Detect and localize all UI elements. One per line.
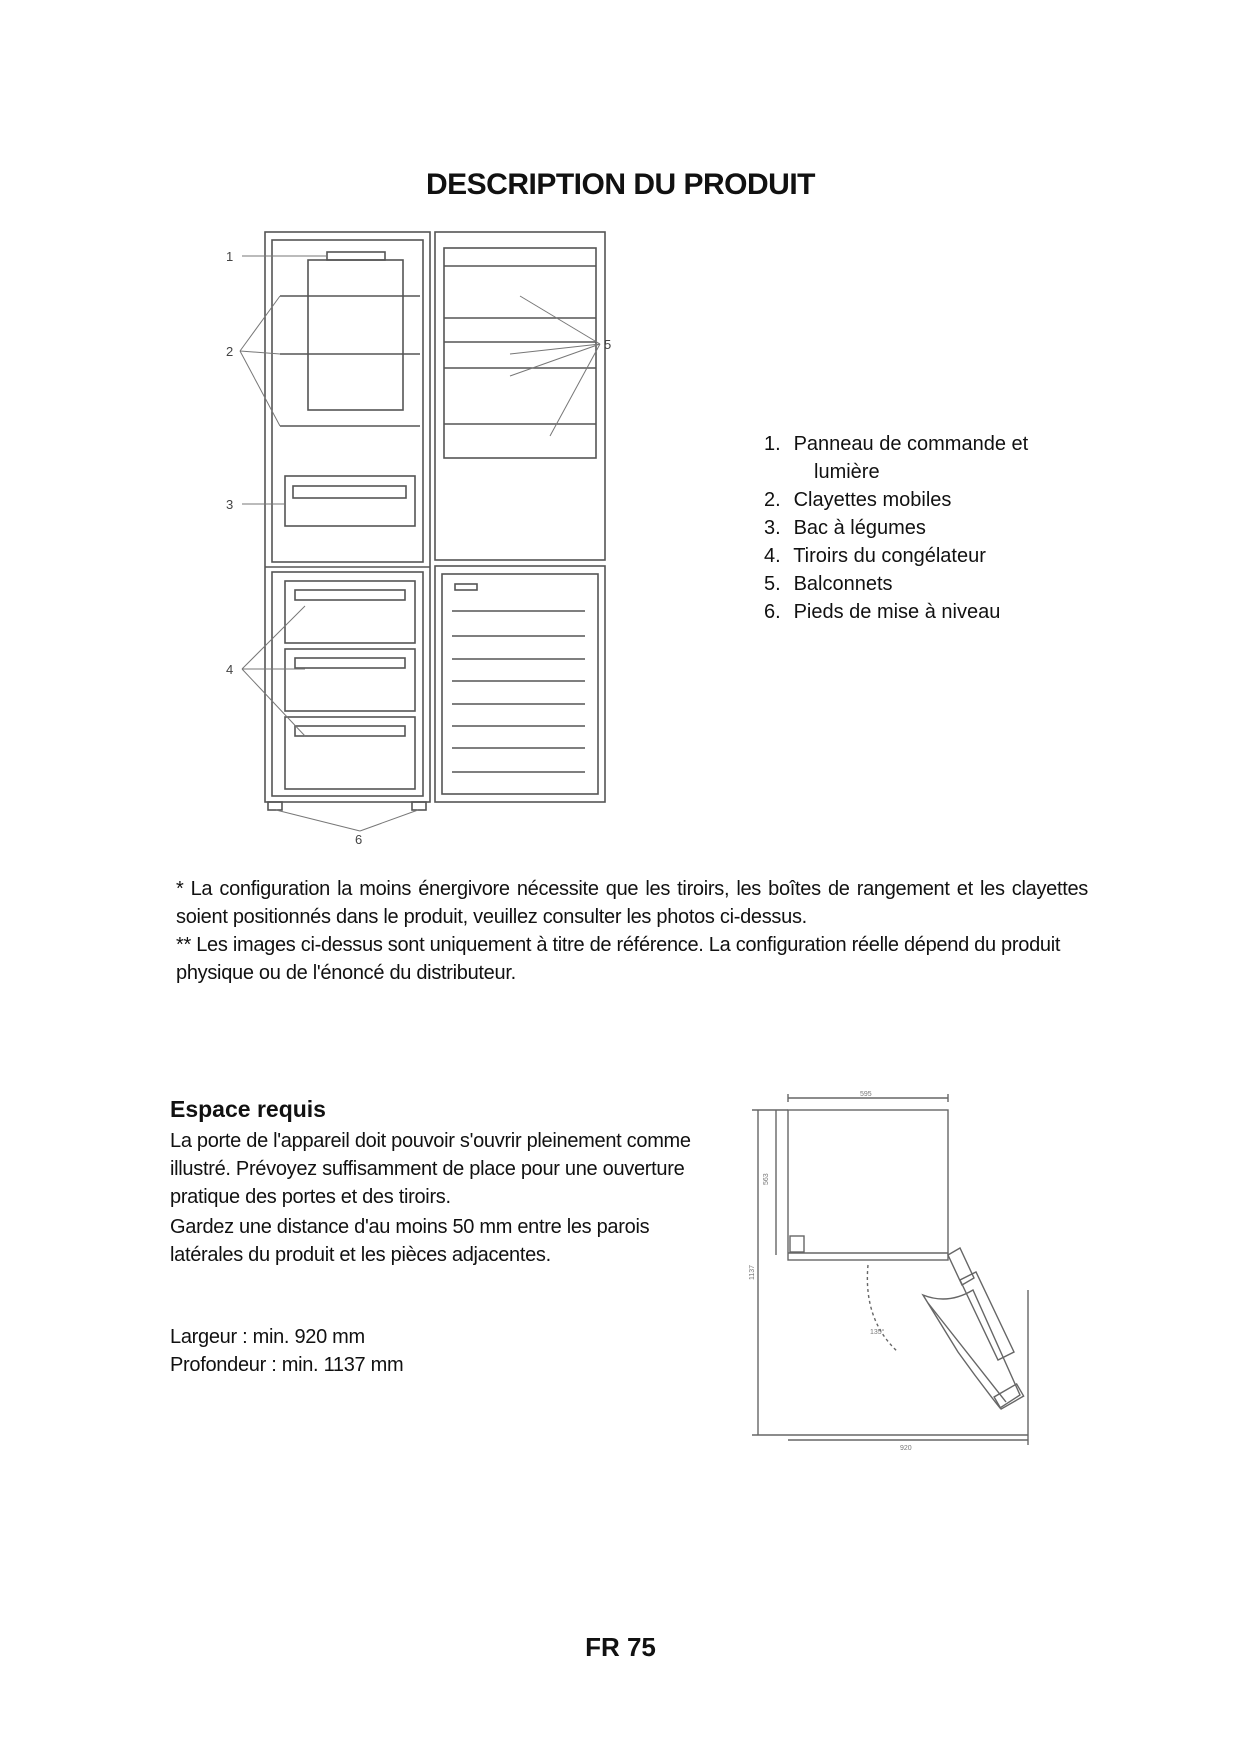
- crisper-drawer: [285, 476, 415, 526]
- fridge-diagram: [220, 226, 640, 846]
- dim-depth-outer: 1137: [749, 1264, 756, 1280]
- legend-item: 4. Tiroirs du congélateur: [764, 545, 986, 567]
- notes: [176, 875, 1088, 987]
- space-text: [170, 1127, 710, 1271]
- dim-depth-inner: 563: [763, 1173, 770, 1185]
- callout-2: 2: [226, 344, 234, 359]
- legend-item: 3. Bac à légumes: [764, 517, 926, 539]
- cabinet-top-view: [788, 1110, 948, 1260]
- dim-angle: 135°: [870, 1329, 885, 1336]
- dim-width-bottom: 920: [900, 1445, 912, 1452]
- control-panel: [327, 252, 385, 260]
- space-paragraph: Gardez une distance d'au moins 50 mm entre les parois latérales du produit et les pièces adjacentes.: [170, 1216, 650, 1266]
- page-title: DESCRIPTION DU PRODUIT: [425, 168, 816, 201]
- freezer-drawer: [285, 717, 415, 789]
- callout-5: 5: [604, 337, 612, 352]
- leveling-foot: [412, 802, 426, 810]
- callout-3: 3: [226, 497, 234, 512]
- callout-6: 6: [355, 832, 363, 846]
- door-opening-diagram: [748, 1090, 1068, 1460]
- page-number: FR 75: [585, 1632, 656, 1662]
- legend-item: 2. Clayettes mobiles: [764, 489, 952, 511]
- fridge-door: [435, 232, 605, 560]
- leveling-foot: [268, 802, 282, 810]
- legend-item: 1. Panneau de commande et lumière: [764, 433, 1029, 483]
- width-requirement: Largeur : min. 920 mm: [170, 1326, 365, 1348]
- note-reference: ** Les images ci-dessus sont uniquement à titre de référence. La configuration réelle dépend du produit physique ou de l'énoncé du distributeur.: [176, 934, 1061, 984]
- callout-4: 4: [226, 662, 234, 677]
- legend-list: [764, 430, 1064, 626]
- depth-requirement: Profondeur : min. 1137 mm: [170, 1354, 404, 1376]
- space-heading: Espace requis: [170, 1096, 326, 1122]
- dimensions: [170, 1323, 403, 1379]
- space-paragraph: La porte de l'appareil doit pouvoir s'ouvrir pleinement comme illustré. Prévoyez suffisamment de place pour une ouverture pratique des portes et des tiroirs.: [170, 1130, 691, 1208]
- note-energy: * La configuration la moins énergivore nécessite que les tiroirs, les boîtes de rangement et les clayettes soient positionnés dans le produit, veuillez consulter les photos ci-dessus.: [176, 878, 1088, 928]
- legend-item: 5. Balconnets: [764, 573, 893, 595]
- legend-item: 6. Pieds de mise à niveau: [764, 601, 1001, 623]
- callout-1: 1: [226, 249, 234, 264]
- freezer-door: [435, 566, 605, 802]
- dim-width-top: 595: [860, 1091, 872, 1098]
